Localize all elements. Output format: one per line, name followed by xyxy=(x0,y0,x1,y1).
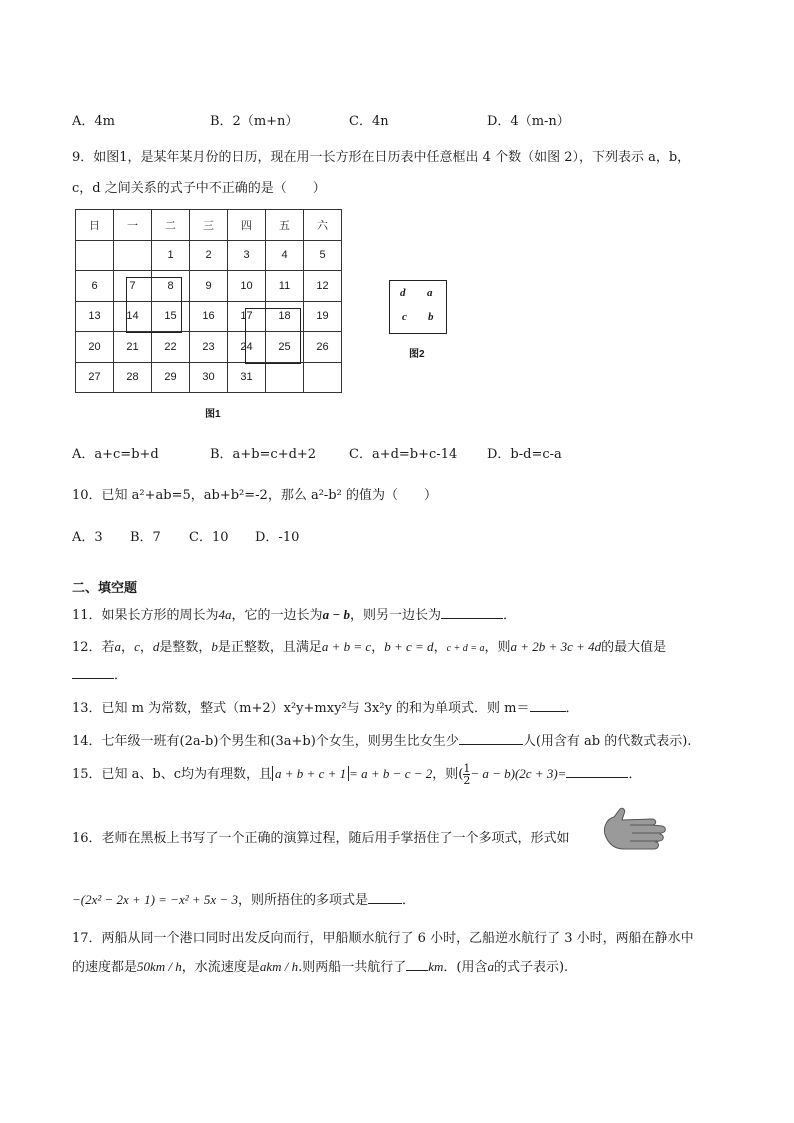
q17-unit: km xyxy=(428,959,444,974)
weekday-header: 六 xyxy=(304,210,342,241)
calendar-day-cell: 16 xyxy=(190,301,228,332)
calendar-day-cell: 11 xyxy=(266,271,304,302)
selection-frame-2 xyxy=(245,308,301,364)
q15-fraction-num: 1 xyxy=(463,762,471,775)
q14 xyxy=(72,730,691,749)
q9-option-c: C．a+d=b+c-14 xyxy=(349,447,458,462)
q10-option-d: D．-10 xyxy=(255,530,300,545)
fig2-d: d xyxy=(400,287,406,299)
calendar-day-cell: 9 xyxy=(190,271,228,302)
q12-sep-1: ， xyxy=(121,640,135,655)
q17-text-e: 的式子表示). xyxy=(493,960,569,975)
calendar-day-cell: 15 xyxy=(152,301,190,332)
q16-text-b: ，则所捂住的多项式是 xyxy=(237,893,368,908)
q17-text-d: ．(用含 xyxy=(443,960,488,975)
fig2-a: a xyxy=(427,287,433,299)
q12-answer-blank[interactable] xyxy=(72,666,114,679)
figure-2-box xyxy=(389,280,447,334)
calendar-day-cell: 27 xyxy=(76,362,114,393)
q12-var-a: a xyxy=(114,639,122,654)
weekday-header: 一 xyxy=(114,210,152,241)
q13-answer-blank[interactable] xyxy=(530,699,566,712)
calendar-day-cell: 30 xyxy=(190,362,228,393)
weekday-header: 五 xyxy=(266,210,304,241)
q9-option-d: D．b-d=c-a xyxy=(487,447,562,462)
q16-text-c: ． xyxy=(401,893,415,908)
calendar-day-cell: 5 xyxy=(304,240,342,271)
q11-answer-blank[interactable] xyxy=(441,606,503,619)
q12-var-b: b xyxy=(211,639,218,654)
q11-text-c: ，则另一边长为 xyxy=(349,608,441,623)
calendar-week-row xyxy=(76,332,342,363)
q11 xyxy=(72,604,516,623)
q15-fraction-den: 2 xyxy=(463,774,471,787)
q9-option-b: B．a+b=c+d+2 xyxy=(210,447,317,462)
q11-expr-side: a − b xyxy=(322,607,350,622)
q12-var-d: d xyxy=(152,639,160,654)
fig2-c: c xyxy=(402,311,407,323)
calendar-day-cell: 17 xyxy=(228,301,266,332)
q12-eq-3: c + d = a xyxy=(446,643,485,654)
calendar-day-cell: 24 xyxy=(228,332,266,363)
q11-text-b: ，它的一边长为 xyxy=(231,608,323,623)
q11-text-a: 11．如果长方形的周长为 xyxy=(72,608,219,623)
calendar-day-cell: 18 xyxy=(266,301,304,332)
calendar-week-row xyxy=(76,362,342,393)
q9-stem-line2: c，d 之间关系的式子中不正确的是（ ） xyxy=(72,181,326,196)
q15-abs-expr: a + b + c + 1 xyxy=(272,766,349,781)
q16-equation: −(2x² − 2x + 1) = −x² + 5x − 3 xyxy=(72,892,238,907)
q11-text-d: ． xyxy=(502,608,516,623)
q10-option-b: B．7 xyxy=(130,530,161,545)
q12-text-b: 是整数， xyxy=(159,640,212,655)
q16-line1: 16．老师在黑板上书写了一个正确的演算过程，随后用手掌捂住了一个多项式，形式如 xyxy=(72,831,570,846)
q8-option-b: B．2（m+n） xyxy=(210,114,299,129)
q8-option-a: A．4m xyxy=(72,114,115,129)
q14-answer-blank[interactable] xyxy=(459,732,523,745)
weekday-header: 日 xyxy=(76,210,114,241)
weekday-header: 三 xyxy=(190,210,228,241)
q12-text-e: 的最大值是 xyxy=(601,640,667,655)
calendar-day-cell: 23 xyxy=(190,332,228,363)
q11-expr-perimeter: 4a xyxy=(218,607,232,622)
q10-option-c: C．10 xyxy=(189,530,229,545)
q13-text-b: ． xyxy=(565,701,579,716)
calendar-day-cell: 14 xyxy=(114,301,152,332)
q15-text-b: ，则( xyxy=(432,767,464,782)
q12-eq-1: a + b = c xyxy=(321,639,372,654)
q17-text-b: ，水流速度是 xyxy=(181,960,260,975)
calendar-day-cell: 6 xyxy=(76,271,114,302)
calendar-week-row xyxy=(76,240,342,271)
q17-speed: 50km / h xyxy=(137,959,182,974)
calendar-day-cell: 8 xyxy=(152,271,190,302)
calendar-day-cell: 7 xyxy=(114,271,152,302)
q12-sep-4: ， xyxy=(433,640,447,655)
calendar-day-cell: 28 xyxy=(114,362,152,393)
q15-eq: = a + b − c − 2 xyxy=(349,766,433,781)
q15-text-c: ． xyxy=(628,767,642,782)
q13-text-a: 13．已知 m 为常数，整式（m+2）x²y+mxy²与 3x²y 的和为单项式．则 m＝ xyxy=(72,701,530,716)
figure-2-caption: 图2 xyxy=(409,349,425,360)
calendar-day-cell: 29 xyxy=(152,362,190,393)
calendar-day-cell: 19 xyxy=(304,301,342,332)
q14-text-a: 14．七年级一班有(2a-b)个男生和(3a+b)个女生，则男生比女生少 xyxy=(72,734,459,749)
calendar-day-cell: 3 xyxy=(228,240,266,271)
q12-line2 xyxy=(72,664,127,683)
calendar-week-row xyxy=(76,301,342,332)
calendar-day-cell: 21 xyxy=(114,332,152,363)
q12-text-d: ，则 xyxy=(484,640,511,655)
q12-text-a: 12．若 xyxy=(72,640,115,655)
q13 xyxy=(72,697,579,716)
calendar-day-cell: 10 xyxy=(228,271,266,302)
q12-text-c: 是正整数，且满足 xyxy=(217,640,322,655)
calendar-day-cell: 13 xyxy=(76,301,114,332)
calendar-day-cell: 26 xyxy=(304,332,342,363)
q12-end: ． xyxy=(114,668,128,683)
q12-sep-2: ， xyxy=(139,640,153,655)
q17-var-a: a xyxy=(487,959,494,974)
calendar-day-cell xyxy=(76,240,114,271)
q17-answer-blank[interactable] xyxy=(406,958,428,971)
q15-text-a: 15．已知 a、b、c均为有理数，且 xyxy=(72,767,273,782)
q8-option-d: D．4（m-n） xyxy=(487,114,570,129)
q12-var-c: c xyxy=(134,639,140,654)
calendar-day-cell xyxy=(304,362,342,393)
selection-frame-1 xyxy=(126,277,182,333)
q16-answer-blank[interactable] xyxy=(368,891,402,904)
q10-stem: 10．已知 a²+ab=5，ab+b²=-2，那么 a²-b² 的值为（ ） xyxy=(72,488,437,503)
q9-stem-line1: 9．如图1，是某年某月份的日历，现在用一长方形在日历表中任意框出 4 个数（如图 2），下列表示 a，b， xyxy=(72,150,691,165)
q17-line1: 17．两船从同一个港口同时出发反向而行，甲船顺水航行了 6 小时，乙船逆水航行了 3 小时，两船在静水中 xyxy=(72,931,694,946)
calendar-day-cell: 2 xyxy=(190,240,228,271)
q15-answer-blank[interactable] xyxy=(566,765,628,778)
figure-1-caption: 图1 xyxy=(205,409,221,420)
calendar-day-cell: 22 xyxy=(152,332,190,363)
q12-expr: a + 2b + 3c + 4d xyxy=(510,639,602,654)
q14-text-b: 人(用含有 ab 的代数式表示). xyxy=(522,734,692,749)
q15-expr: − a − b)(2c + 3)= xyxy=(470,766,567,781)
q12-line1 xyxy=(72,636,666,655)
calendar-day-cell: 25 xyxy=(266,332,304,363)
q17-text-c: .则两船一共航行了 xyxy=(298,960,407,975)
calendar-day-cell xyxy=(114,240,152,271)
calendar-day-cell: 4 xyxy=(266,240,304,271)
q15 xyxy=(72,763,641,786)
calendar-day-cell: 12 xyxy=(304,271,342,302)
calendar-day-cell: 1 xyxy=(152,240,190,271)
q12-sep-3: ， xyxy=(371,640,385,655)
q17-line2 xyxy=(72,956,568,975)
q17-text-a: 的速度都是 xyxy=(72,960,138,975)
section-heading-fill-in: 二、填空题 xyxy=(72,581,138,596)
calendar-day-cell xyxy=(266,362,304,393)
fig2-b: b xyxy=(428,311,434,323)
q12-eq-2: b + c = d xyxy=(384,639,434,654)
calendar-week-row xyxy=(76,271,342,302)
calendar-table xyxy=(75,209,342,393)
calendar-day-cell: 31 xyxy=(228,362,266,393)
q10-option-a: A．3 xyxy=(72,530,103,545)
q16-line2 xyxy=(72,889,415,908)
q8-option-c: C．4n xyxy=(349,114,389,129)
weekday-header: 二 xyxy=(152,210,190,241)
q9-option-a: A．a+c=b+d xyxy=(72,447,159,462)
calendar-day-cell: 20 xyxy=(76,332,114,363)
calendar-header-row xyxy=(76,210,342,241)
weekday-header: 四 xyxy=(228,210,266,241)
q17-flow: akm / h xyxy=(259,959,299,974)
palm-hand-icon xyxy=(600,807,668,855)
